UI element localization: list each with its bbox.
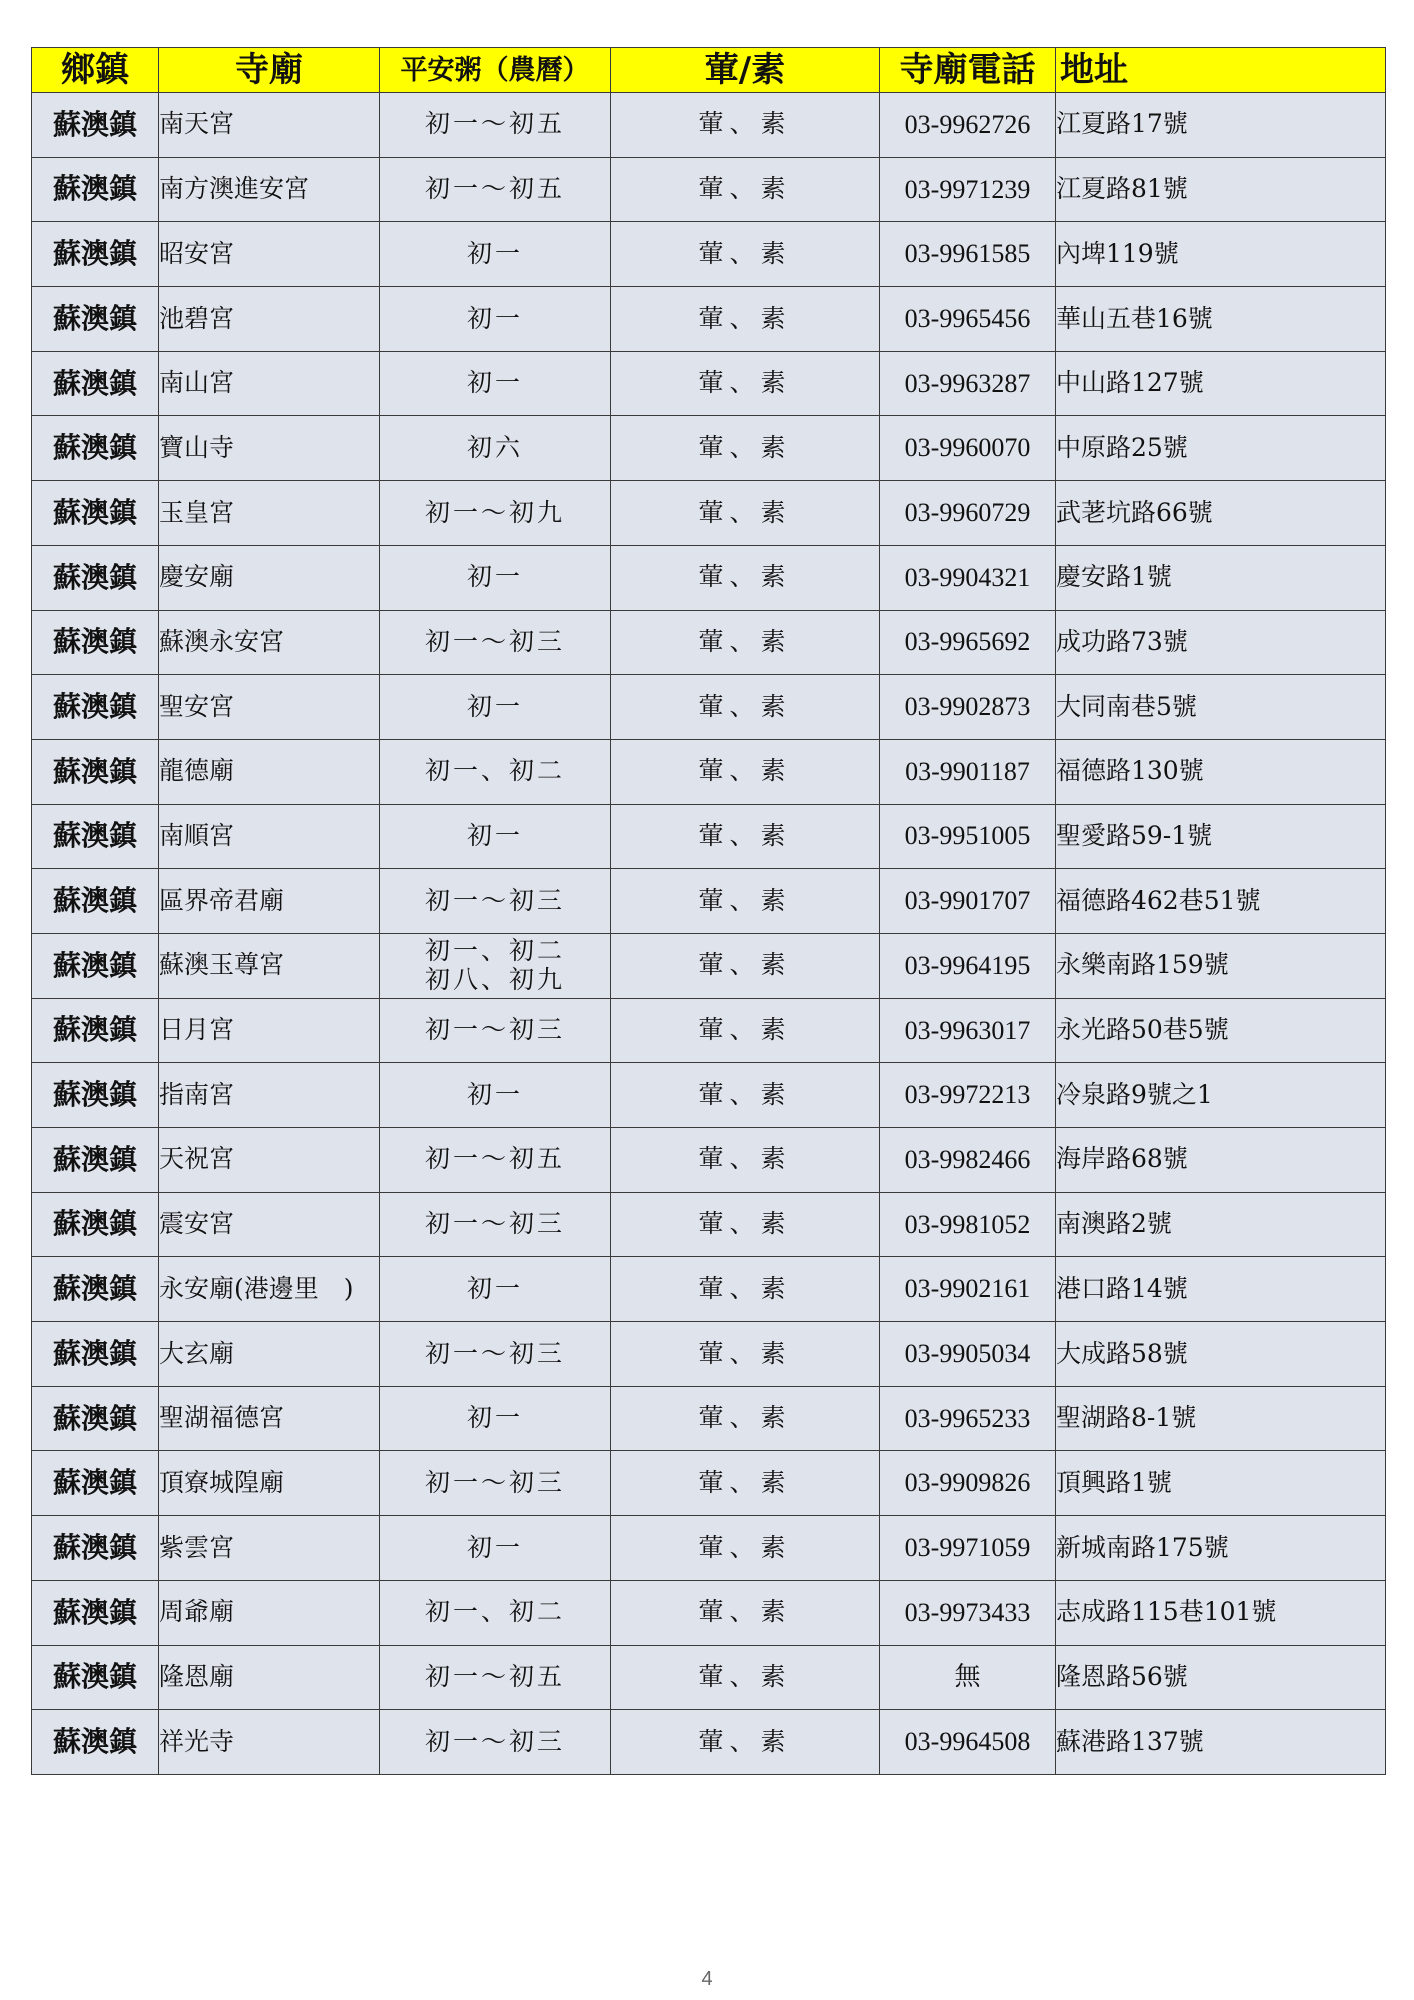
table-row <box>32 416 1386 481</box>
cell-address: 江夏路17號 <box>1056 93 1386 158</box>
header-temple: 寺廟 <box>159 48 380 93</box>
cell-phone: 03-9963017 <box>880 998 1056 1063</box>
table-row <box>32 869 1386 934</box>
temple-congee-table <box>31 47 1386 1775</box>
cell-phone: 03-9951005 <box>880 804 1056 869</box>
cell-address: 志成路115巷101號 <box>1056 1580 1386 1645</box>
cell-diet: 葷、素 <box>611 675 880 740</box>
cell-congee-dates: 初一 <box>380 1516 611 1581</box>
cell-address: 中原路25號 <box>1056 416 1386 481</box>
cell-town: 蘇澳鎮 <box>32 93 159 158</box>
cell-congee-dates: 初一～初三 <box>380 1192 611 1257</box>
cell-temple-name: 日月宮 <box>159 998 380 1063</box>
cell-address: 江夏路81號 <box>1056 157 1386 222</box>
cell-temple-name: 指南宮 <box>159 1063 380 1128</box>
cell-address: 武荖坑路66號 <box>1056 481 1386 546</box>
cell-address: 大同南巷5號 <box>1056 675 1386 740</box>
cell-temple-name: 頂寮城隍廟 <box>159 1451 380 1516</box>
table-row <box>32 804 1386 869</box>
cell-town: 蘇澳鎮 <box>32 222 159 287</box>
cell-town: 蘇澳鎮 <box>32 545 159 610</box>
cell-diet: 葷、素 <box>611 1386 880 1451</box>
cell-temple-name: 蘇澳永安宮 <box>159 610 380 675</box>
page-number: 4 <box>701 1968 713 1990</box>
table-body <box>32 93 1386 1775</box>
cell-temple-name: 昭安宮 <box>159 222 380 287</box>
cell-temple-name: 玉皇宮 <box>159 481 380 546</box>
cell-phone: 03-9973433 <box>880 1580 1056 1645</box>
cell-phone: 03-9901187 <box>880 739 1056 804</box>
table-row <box>32 351 1386 416</box>
cell-town: 蘇澳鎮 <box>32 1386 159 1451</box>
cell-temple-name: 龍德廟 <box>159 739 380 804</box>
cell-diet: 葷、素 <box>611 610 880 675</box>
cell-temple-name: 池碧宮 <box>159 287 380 352</box>
table-row <box>32 675 1386 740</box>
table-row <box>32 157 1386 222</box>
cell-town: 蘇澳鎮 <box>32 481 159 546</box>
header-row <box>32 48 1386 93</box>
cell-town: 蘇澳鎮 <box>32 416 159 481</box>
cell-congee-dates: 初一、初二 <box>380 739 611 804</box>
cell-town: 蘇澳鎮 <box>32 1451 159 1516</box>
cell-temple-name: 南方澳進安宮 <box>159 157 380 222</box>
cell-town: 蘇澳鎮 <box>32 1128 159 1193</box>
cell-phone: 03-9965233 <box>880 1386 1056 1451</box>
cell-phone: 03-9904321 <box>880 545 1056 610</box>
cell-town: 蘇澳鎮 <box>32 1257 159 1322</box>
cell-town: 蘇澳鎮 <box>32 1063 159 1128</box>
cell-address: 頂興路1號 <box>1056 1451 1386 1516</box>
table-row <box>32 1128 1386 1193</box>
cell-congee-dates: 初一 <box>380 545 611 610</box>
cell-phone: 03-9961585 <box>880 222 1056 287</box>
cell-phone: 03-9965456 <box>880 287 1056 352</box>
cell-congee-dates: 初一～初五 <box>380 157 611 222</box>
cell-congee-dates: 初一～初五 <box>380 1645 611 1710</box>
cell-town: 蘇澳鎮 <box>32 287 159 352</box>
cell-phone: 03-9964195 <box>880 933 1056 998</box>
table-row <box>32 610 1386 675</box>
table-row <box>32 1580 1386 1645</box>
cell-diet: 葷、素 <box>611 1710 880 1775</box>
cell-address: 隆恩路56號 <box>1056 1645 1386 1710</box>
cell-address: 蘇港路137號 <box>1056 1710 1386 1775</box>
cell-address: 港口路14號 <box>1056 1257 1386 1322</box>
cell-town: 蘇澳鎮 <box>32 1192 159 1257</box>
table-row <box>32 1063 1386 1128</box>
table-row <box>32 739 1386 804</box>
cell-congee-dates: 初一 <box>380 222 611 287</box>
cell-town: 蘇澳鎮 <box>32 933 159 998</box>
cell-congee-dates <box>380 933 611 998</box>
cell-diet: 葷、素 <box>611 1257 880 1322</box>
cell-congee-dates: 初一 <box>380 1257 611 1322</box>
cell-diet: 葷、素 <box>611 1192 880 1257</box>
table-row <box>32 933 1386 998</box>
cell-town: 蘇澳鎮 <box>32 1580 159 1645</box>
table-row <box>32 998 1386 1063</box>
table-row <box>32 1710 1386 1775</box>
cell-temple-name: 南山宮 <box>159 351 380 416</box>
cell-temple-name: 南天宮 <box>159 93 380 158</box>
table-row <box>32 222 1386 287</box>
table-row <box>32 1451 1386 1516</box>
cell-temple-name: 慶安廟 <box>159 545 380 610</box>
cell-congee-dates: 初一 <box>380 675 611 740</box>
cell-phone: 03-9965692 <box>880 610 1056 675</box>
header-congee-dates: 平安粥（農曆） <box>380 48 611 93</box>
cell-diet: 葷、素 <box>611 1128 880 1193</box>
cell-congee-dates: 初一 <box>380 1063 611 1128</box>
cell-address: 中山路127號 <box>1056 351 1386 416</box>
cell-diet: 葷、素 <box>611 93 880 158</box>
cell-diet: 葷、素 <box>611 1645 880 1710</box>
cell-congee-dates: 初六 <box>380 416 611 481</box>
cell-diet: 葷、素 <box>611 1063 880 1128</box>
congee-line: 初八、初九 <box>424 964 565 994</box>
header-address: 地址 <box>1056 48 1386 93</box>
cell-phone: 03-9972213 <box>880 1063 1056 1128</box>
cell-address: 福德路462巷51號 <box>1056 869 1386 934</box>
cell-congee-dates: 初一～初五 <box>380 1128 611 1193</box>
cell-diet: 葷、素 <box>611 739 880 804</box>
table-row <box>32 1386 1386 1451</box>
cell-congee-dates: 初一、初二 <box>380 1580 611 1645</box>
cell-congee-dates: 初一～初五 <box>380 93 611 158</box>
table-row <box>32 1322 1386 1387</box>
cell-town: 蘇澳鎮 <box>32 675 159 740</box>
cell-congee-dates: 初一～初三 <box>380 610 611 675</box>
header-phone: 寺廟電話 <box>880 48 1056 93</box>
cell-temple-name: 祥光寺 <box>159 1710 380 1775</box>
cell-phone: 03-9902873 <box>880 675 1056 740</box>
cell-address: 華山五巷16號 <box>1056 287 1386 352</box>
cell-town: 蘇澳鎮 <box>32 739 159 804</box>
cell-phone: 03-9963287 <box>880 351 1056 416</box>
table-header <box>32 48 1386 93</box>
cell-phone: 03-9960070 <box>880 416 1056 481</box>
cell-congee-dates: 初一～初九 <box>380 481 611 546</box>
cell-temple-name: 隆恩廟 <box>159 1645 380 1710</box>
cell-address: 新城南路175號 <box>1056 1516 1386 1581</box>
cell-congee-dates: 初一～初三 <box>380 1322 611 1387</box>
cell-phone: 無 <box>880 1645 1056 1710</box>
table-row <box>32 1192 1386 1257</box>
cell-diet: 葷、素 <box>611 481 880 546</box>
cell-diet: 葷、素 <box>611 804 880 869</box>
cell-temple-name: 寶山寺 <box>159 416 380 481</box>
cell-phone: 03-9909826 <box>880 1451 1056 1516</box>
cell-diet: 葷、素 <box>611 1451 880 1516</box>
cell-congee-dates: 初一～初三 <box>380 869 611 934</box>
cell-town: 蘇澳鎮 <box>32 1645 159 1710</box>
cell-temple-name: 南順宮 <box>159 804 380 869</box>
cell-address: 南澳路2號 <box>1056 1192 1386 1257</box>
cell-temple-name: 震安宮 <box>159 1192 380 1257</box>
table-row <box>32 93 1386 158</box>
cell-town: 蘇澳鎮 <box>32 1516 159 1581</box>
table-row <box>32 1516 1386 1581</box>
table-row <box>32 545 1386 610</box>
cell-congee-dates: 初一～初三 <box>380 998 611 1063</box>
cell-temple-name: 聖湖福德宮 <box>159 1386 380 1451</box>
cell-diet: 葷、素 <box>611 416 880 481</box>
table-row <box>32 481 1386 546</box>
cell-temple-name: 區界帝君廟 <box>159 869 380 934</box>
cell-diet: 葷、素 <box>611 351 880 416</box>
cell-congee-dates: 初一 <box>380 351 611 416</box>
cell-town: 蘇澳鎮 <box>32 157 159 222</box>
cell-diet: 葷、素 <box>611 998 880 1063</box>
table-row <box>32 287 1386 352</box>
cell-town: 蘇澳鎮 <box>32 610 159 675</box>
congee-line: 初一、初二 <box>424 936 565 966</box>
cell-diet: 葷、素 <box>611 157 880 222</box>
cell-town: 蘇澳鎮 <box>32 1322 159 1387</box>
cell-address: 成功路73號 <box>1056 610 1386 675</box>
cell-address: 冷泉路9號之1 <box>1056 1063 1386 1128</box>
table-row <box>32 1257 1386 1322</box>
cell-congee-dates: 初一 <box>380 804 611 869</box>
cell-phone: 03-9964508 <box>880 1710 1056 1775</box>
cell-temple-name: 大玄廟 <box>159 1322 380 1387</box>
cell-town: 蘇澳鎮 <box>32 804 159 869</box>
cell-town: 蘇澳鎮 <box>32 998 159 1063</box>
cell-address: 聖愛路59-1號 <box>1056 804 1386 869</box>
cell-diet: 葷、素 <box>611 933 880 998</box>
cell-address: 福德路130號 <box>1056 739 1386 804</box>
cell-address: 永光路50巷5號 <box>1056 998 1386 1063</box>
cell-address: 海岸路68號 <box>1056 1128 1386 1193</box>
cell-phone: 03-9905034 <box>880 1322 1056 1387</box>
cell-phone: 03-9962726 <box>880 93 1056 158</box>
cell-phone: 03-9971059 <box>880 1516 1056 1581</box>
cell-phone: 03-9901707 <box>880 869 1056 934</box>
header-town: 鄉鎮 <box>32 48 159 93</box>
cell-temple-name: 聖安宮 <box>159 675 380 740</box>
cell-congee-dates: 初一 <box>380 1386 611 1451</box>
cell-phone: 03-9982466 <box>880 1128 1056 1193</box>
cell-phone: 03-9971239 <box>880 157 1056 222</box>
cell-town: 蘇澳鎮 <box>32 1710 159 1775</box>
cell-congee-dates: 初一～初三 <box>380 1710 611 1775</box>
cell-temple-name: 天祝宮 <box>159 1128 380 1193</box>
cell-temple-name: 蘇澳玉尊宮 <box>159 933 380 998</box>
cell-diet: 葷、素 <box>611 1580 880 1645</box>
cell-address: 大成路58號 <box>1056 1322 1386 1387</box>
cell-address: 聖湖路8-1號 <box>1056 1386 1386 1451</box>
cell-phone: 03-9960729 <box>880 481 1056 546</box>
cell-temple-name: 周爺廟 <box>159 1580 380 1645</box>
cell-temple-name: 永安廟(港邊里 ) <box>159 1257 380 1322</box>
cell-diet: 葷、素 <box>611 1322 880 1387</box>
cell-address: 內埤119號 <box>1056 222 1386 287</box>
cell-diet: 葷、素 <box>611 869 880 934</box>
cell-diet: 葷、素 <box>611 287 880 352</box>
cell-town: 蘇澳鎮 <box>32 351 159 416</box>
table-row <box>32 1645 1386 1710</box>
cell-temple-name: 紫雲宮 <box>159 1516 380 1581</box>
cell-phone: 03-9902161 <box>880 1257 1056 1322</box>
cell-diet: 葷、素 <box>611 545 880 610</box>
cell-phone: 03-9981052 <box>880 1192 1056 1257</box>
cell-diet: 葷、素 <box>611 1516 880 1581</box>
cell-address: 慶安路1號 <box>1056 545 1386 610</box>
cell-congee-dates: 初一 <box>380 287 611 352</box>
header-diet: 葷/素 <box>611 48 880 93</box>
cell-diet: 葷、素 <box>611 222 880 287</box>
cell-town: 蘇澳鎮 <box>32 869 159 934</box>
cell-address: 永樂南路159號 <box>1056 933 1386 998</box>
cell-congee-dates: 初一～初三 <box>380 1451 611 1516</box>
